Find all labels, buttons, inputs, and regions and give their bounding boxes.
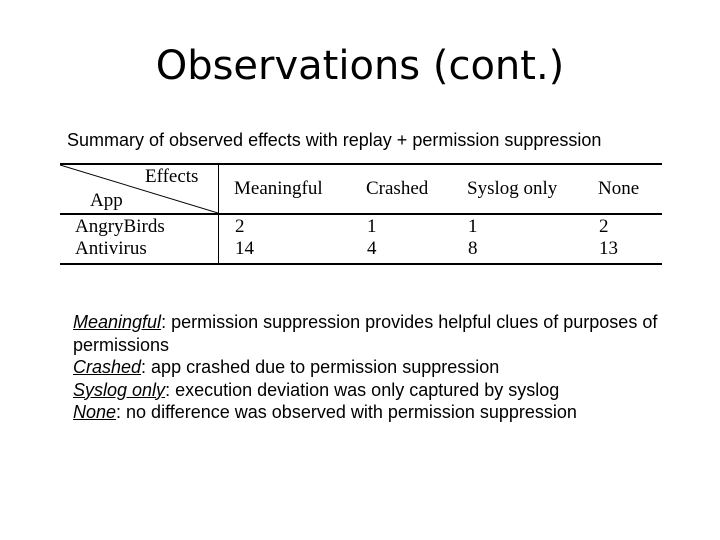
definition-none (73, 401, 673, 424)
row-label: AngryBirds (75, 216, 165, 237)
corner-label-app: App (90, 190, 123, 211)
definition-meaningful (73, 311, 673, 356)
column-header: Meaningful (234, 178, 323, 199)
table-column-divider (218, 163, 219, 265)
definition-syslog-only (73, 379, 673, 402)
definition-term: None (73, 402, 117, 422)
table-cell: 13 (599, 238, 618, 259)
definition-crashed (73, 356, 673, 379)
definition-text: : permission suppression provides helpful clues of purposes of permissions (73, 312, 658, 355)
definition-term: Syslog only (73, 379, 166, 400)
table-bottom-rule (60, 263, 662, 265)
row-label: Antivirus (75, 238, 147, 259)
table-cell: 2 (599, 216, 609, 237)
table-cell: 1 (468, 216, 478, 237)
definitions-block (73, 311, 673, 424)
table-cell: 14 (235, 238, 254, 259)
definition-term: Crashed (73, 357, 142, 377)
table-cell: 8 (468, 238, 478, 259)
table-cell: 2 (235, 216, 245, 237)
table-caption: Summary of observed effects with replay + permission suppression (67, 130, 602, 150)
definition-text: : app crashed due to permission suppression (141, 357, 500, 377)
definition-text: : no difference was observed with permission suppression (116, 402, 577, 422)
slide-title: Observations (cont.) (155, 43, 565, 89)
corner-label-effects: Effects (145, 166, 199, 187)
column-header: Crashed (366, 178, 429, 199)
definition-text: : execution deviation was only captured by syslog (165, 379, 560, 400)
column-header: None (598, 178, 640, 199)
effects-table (60, 163, 662, 265)
definition-term: Meaningful (73, 312, 162, 332)
table-cell: 4 (367, 238, 377, 259)
table-cell: 1 (367, 216, 377, 237)
column-header: Syslog only (467, 178, 558, 199)
